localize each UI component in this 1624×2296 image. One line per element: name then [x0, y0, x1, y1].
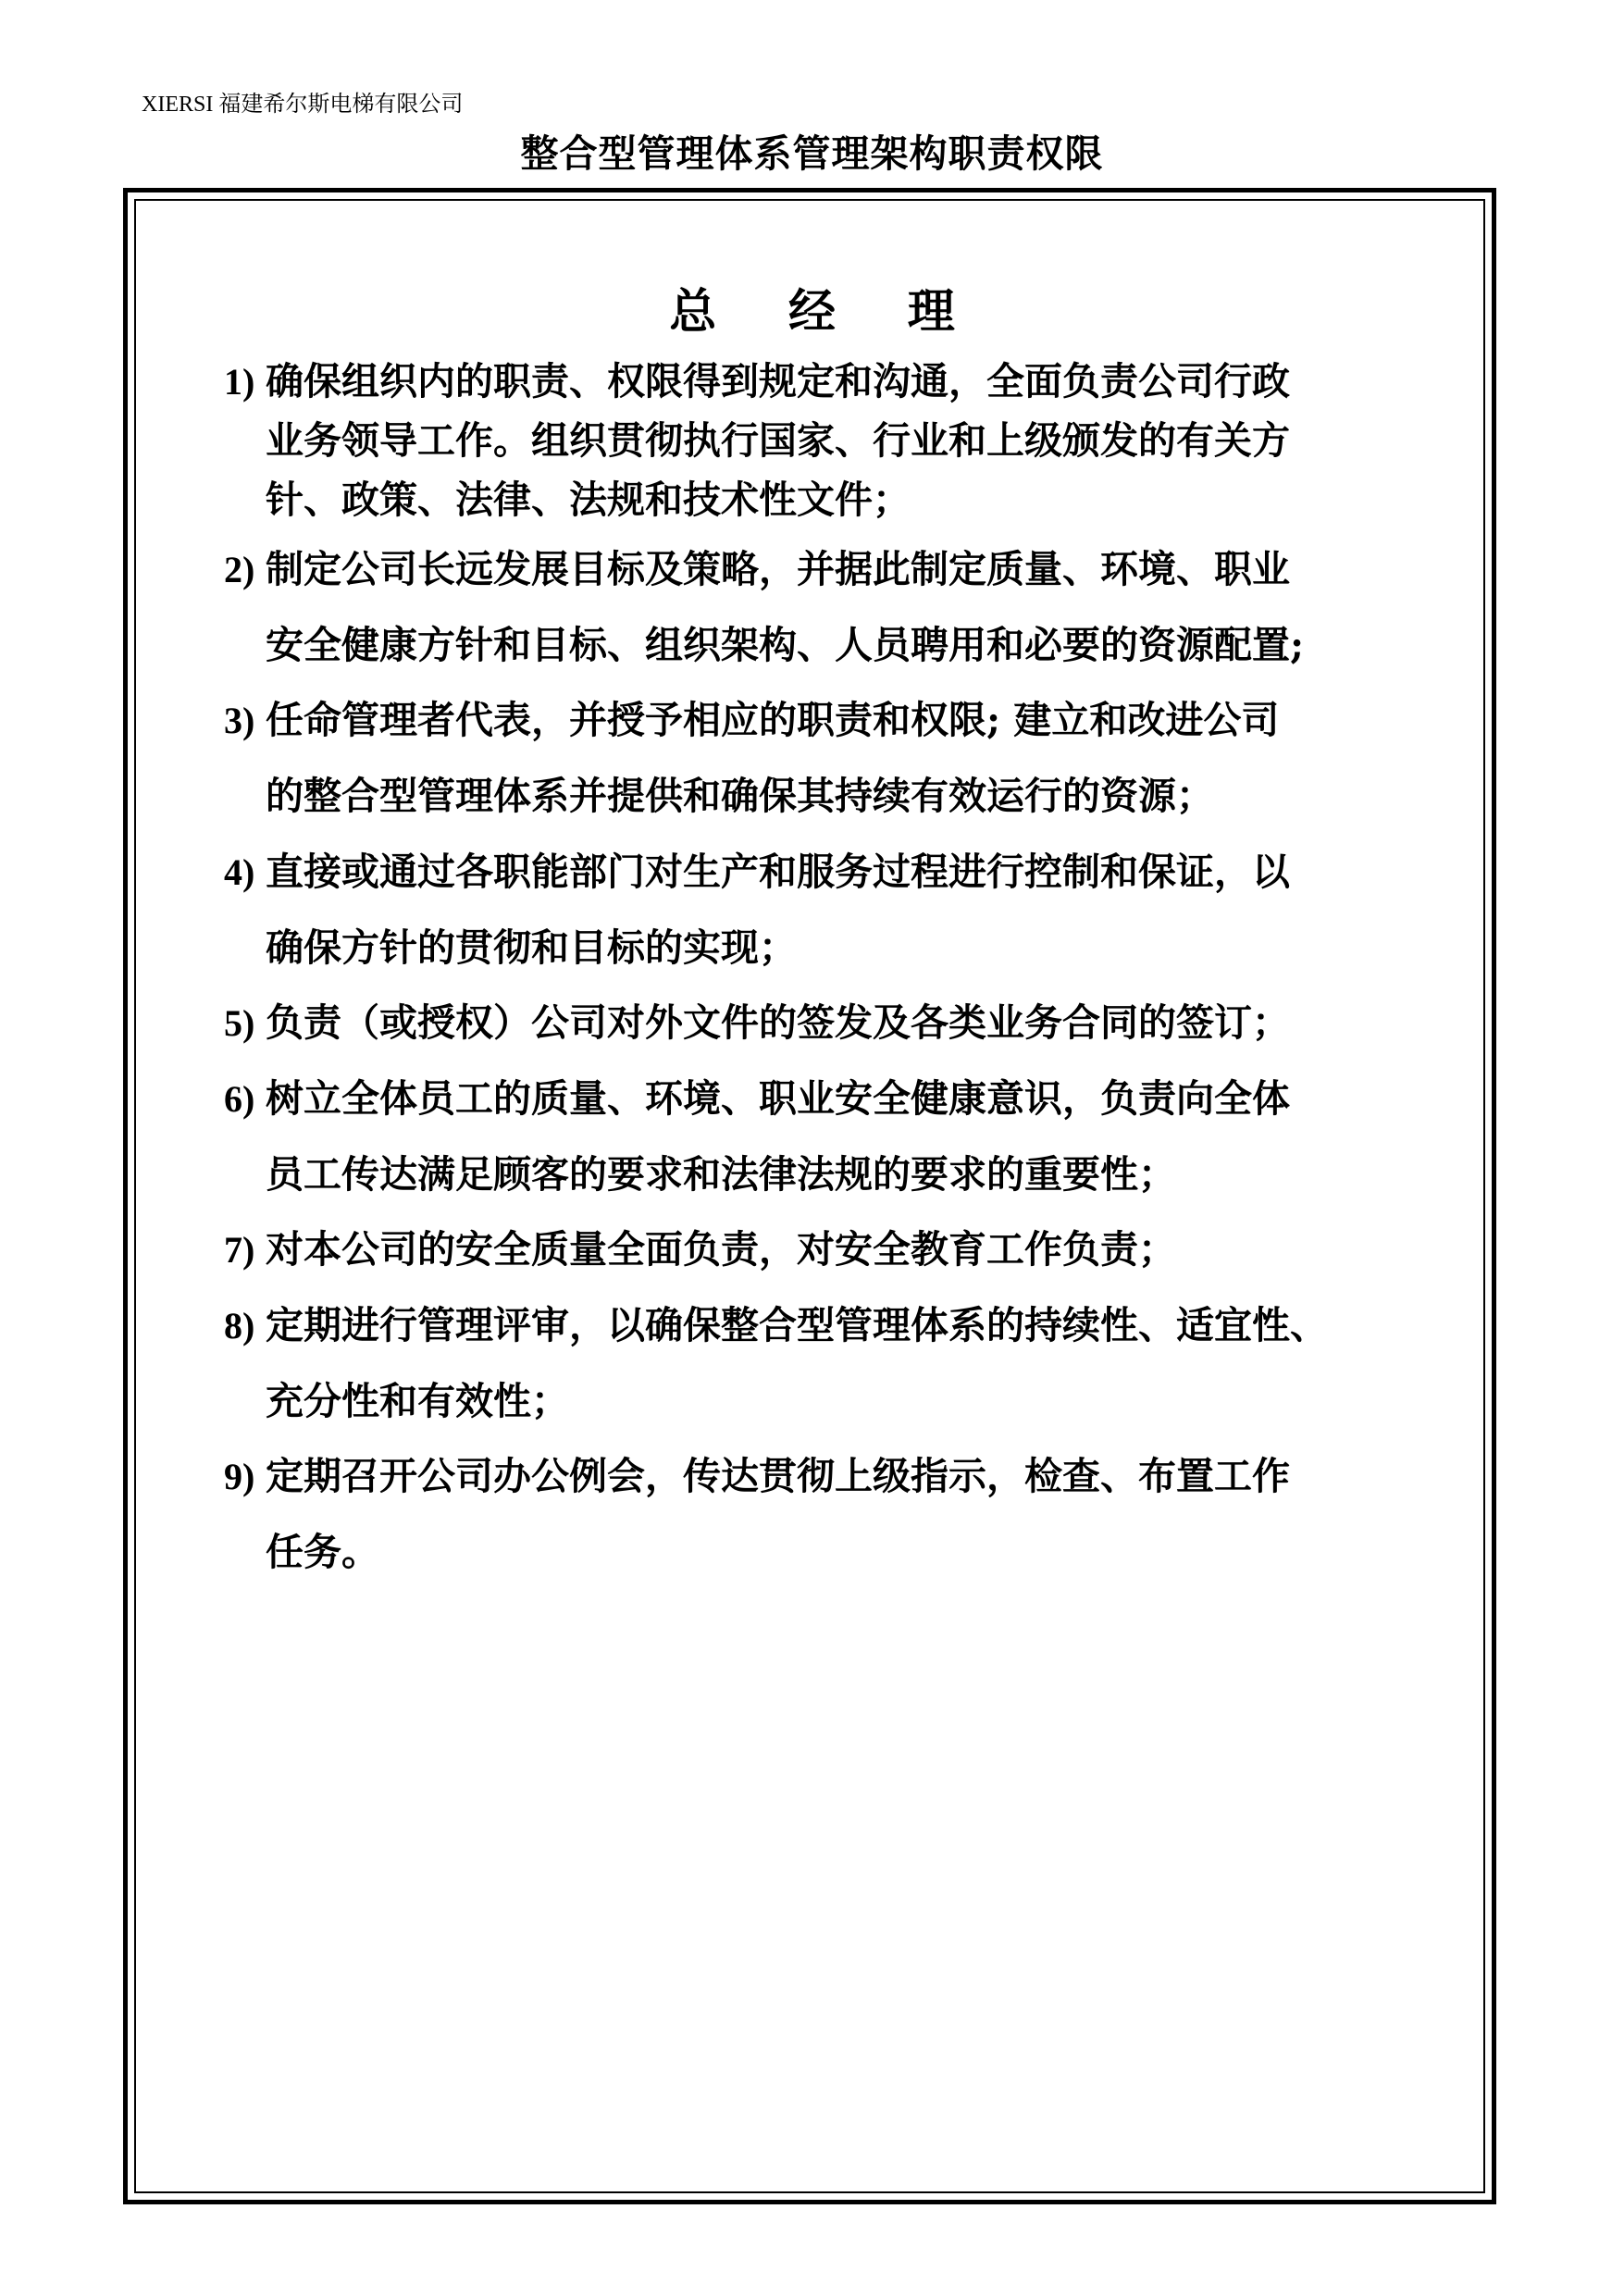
section-heading: 总 经 理: [669, 284, 983, 340]
duty-number: 6): [224, 1078, 255, 1120]
company-header: XIERSI 福建希尔斯电梯有限公司: [142, 93, 464, 117]
duty-text-line: 树立全体员工的质量、环境、职业安全健康意识，负责向全体: [266, 1076, 1290, 1121]
duty-number: 3): [224, 700, 255, 741]
duty-number: 2): [224, 549, 255, 590]
duty-text-line: 定期进行管理评审，以确保整合型管理体系的持续性、适宜性、: [266, 1303, 1328, 1347]
duty-text-line: 的整合型管理体系并提供和确保其持续有效运行的资源；: [266, 774, 1214, 818]
duty-text-line: 任务。: [266, 1530, 379, 1574]
duty-number: 8): [224, 1305, 255, 1347]
duty-number: 5): [224, 1002, 255, 1044]
duty-text-line: 制定公司长远发展目标及策略，并据此制定质量、环境、职业: [266, 547, 1290, 591]
duty-text-line: 直接或通过各职能部门对生产和服务过程进行控制和保证，以: [266, 850, 1290, 894]
duty-text-line: 负责（或授权）公司对外文件的签发及各类业务合同的签订；: [266, 1000, 1290, 1045]
duty-number: 7): [224, 1229, 255, 1271]
duty-text-line: 对本公司的安全质量全面负责，对安全教育工作负责；: [266, 1227, 1176, 1272]
duty-text-line: 业务领导工作。组织贯彻执行国家、行业和上级颁发的有关方: [266, 418, 1290, 463]
duty-text-line: 确保方针的贯彻和目标的实现；: [266, 925, 797, 970]
duty-text-line: 确保组织内的职责、权限得到规定和沟通，全面负责公司行政: [266, 359, 1290, 403]
duty-text-line: 针、政策、法律、法规和技术性文件；: [266, 478, 911, 522]
duty-text-line: 定期召开公司办公例会，传达贯彻上级指示，检查、布置工作: [266, 1454, 1290, 1498]
duty-number: 4): [224, 851, 255, 893]
duty-number: 1): [224, 361, 255, 403]
duty-number: 9): [224, 1456, 255, 1497]
duty-text-line: 安全健康方针和目标、组织架构、人员聘用和必要的资源配置;: [266, 623, 1305, 667]
duty-text-line: 任命管理者代表，并授予相应的职责和权限; 建立和改进公司: [266, 698, 1280, 742]
duty-text-line: 充分性和有效性；: [266, 1379, 569, 1423]
document-title: 整合型管理体系管理架构职责权限: [520, 131, 1104, 176]
duty-text-line: 员工传达满足顾客的要求和法律法规的要求的重要性；: [266, 1152, 1176, 1197]
